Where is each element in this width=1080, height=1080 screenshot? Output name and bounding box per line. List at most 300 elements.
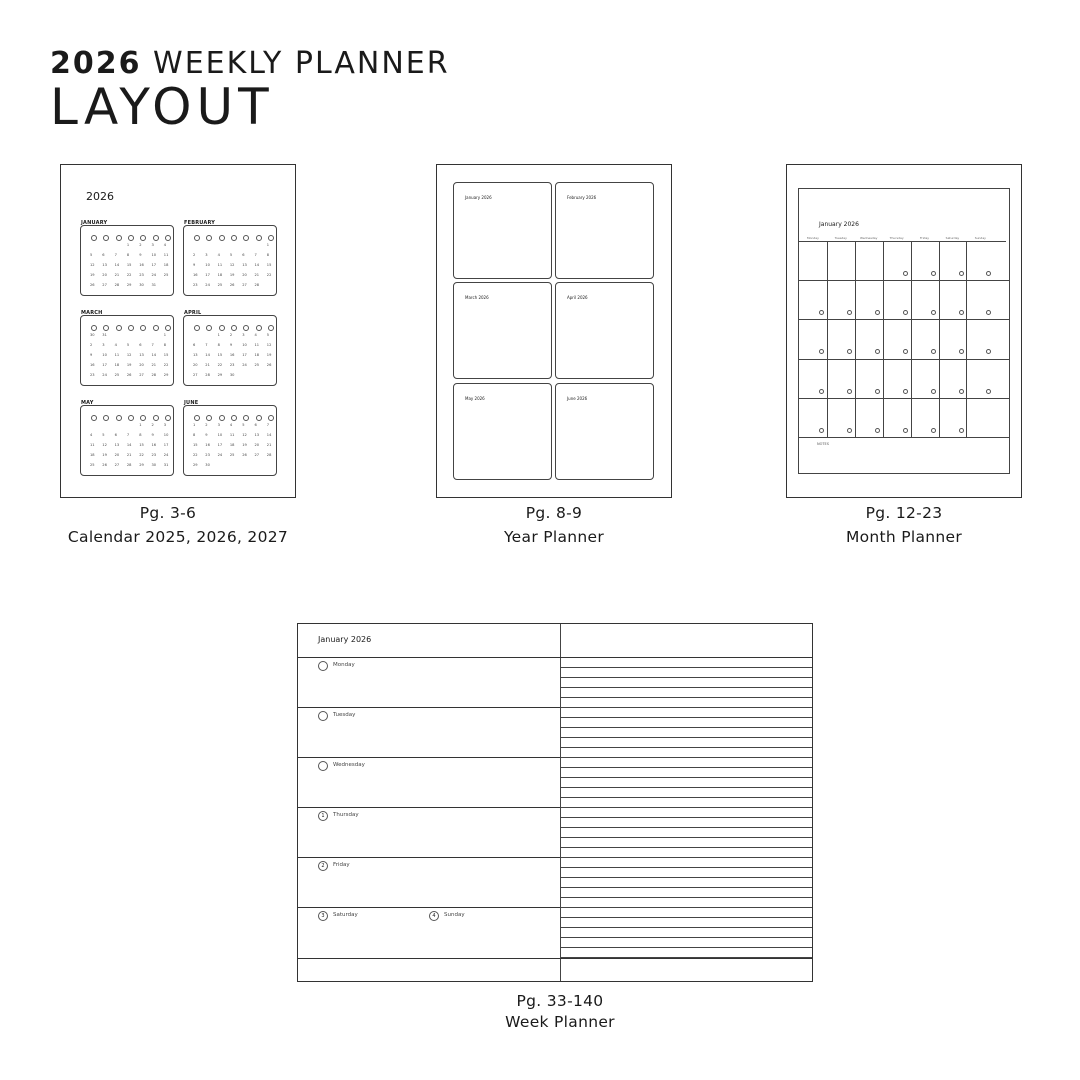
calendar-day-number: 22 (163, 363, 169, 367)
calendar-day-number: 15 (126, 263, 132, 267)
week-day-label: Thursday (333, 812, 359, 818)
month-day-circle (819, 349, 824, 354)
calendar-day-number: 27 (102, 283, 107, 287)
writing-line (560, 947, 812, 948)
calendar-day-number: 12 (126, 353, 132, 357)
week-planner-page-preview (297, 623, 813, 982)
calendar-day-number: 27 (242, 283, 247, 287)
calendar-day-number: 4 (217, 253, 220, 257)
weekday-header-icon (91, 235, 97, 241)
calendar-day-number: 30 (139, 283, 144, 287)
month-planner-weekday: Saturday (945, 236, 960, 240)
calendar-day-number: 23 (193, 283, 198, 287)
calendar-day-number: 3 (242, 333, 245, 337)
month-grid-line (799, 359, 1009, 360)
calendar-day-number: 10 (205, 263, 210, 267)
weekday-header-icon (256, 325, 262, 331)
month-planner-page-range: Pg. 12-23 (865, 504, 943, 522)
calendar-day-number: 21 (126, 453, 132, 457)
calendar-day-number: 11 (217, 263, 223, 267)
day-circle: 3 (318, 911, 328, 921)
weekday-header-icon (243, 325, 249, 331)
calendar-day-number: 1 (217, 333, 220, 337)
day-circle (318, 711, 328, 721)
page-heading-layout: LAYOUT (50, 78, 274, 136)
calendar-day-number: 25 (163, 273, 169, 277)
month-planner-weekday: Wednesday (860, 236, 878, 240)
calendar-day-number: 2 (151, 423, 154, 427)
calendar-day-number: 19 (242, 443, 247, 447)
calendar-day-number: 10 (163, 433, 169, 437)
calendar-day-number: 24 (242, 363, 247, 367)
writing-line (560, 817, 812, 818)
calendar-day-number: 28 (126, 463, 132, 467)
weekday-header-icon (91, 415, 97, 421)
writing-line (560, 907, 812, 908)
calendar-day-number: 16 (151, 443, 157, 447)
calendar-day-number: 30 (151, 463, 157, 467)
calendar-day-number: 6 (139, 343, 142, 347)
calendar-day-number: 1 (139, 423, 142, 427)
calendar-day-number: 18 (114, 363, 120, 367)
year-planner-month-box (555, 282, 654, 379)
year-planner-month-label: March 2026 (465, 295, 489, 300)
calendar-day-number: 28 (114, 283, 120, 287)
month-day-circle (847, 428, 852, 433)
calendar-day-number: 18 (163, 263, 169, 267)
week-day-label: Tuesday (333, 712, 356, 718)
month-day-circle (903, 271, 908, 276)
calendar-day-number: 3 (205, 253, 208, 257)
month-planner-weekday: Sunday (974, 236, 986, 240)
calendar-day-number: 1 (163, 333, 167, 337)
calendar-day-number: 20 (102, 273, 107, 277)
calendar-day-number: 2 (193, 253, 196, 257)
weekday-header-icon (128, 415, 134, 421)
calendar-day-number: 17 (242, 353, 247, 357)
week-day-label: Monday (333, 662, 355, 668)
writing-line (560, 957, 812, 958)
calendar-page-preview (60, 164, 296, 498)
month-grid-line (966, 241, 967, 437)
writing-line (560, 717, 812, 718)
calendar-month-name: FEBRUARY (184, 220, 216, 226)
month-day-circle (986, 310, 991, 315)
calendar-day-number: 5 (102, 433, 105, 437)
calendar-day-number: 26 (266, 363, 272, 367)
calendar-day-number: 6 (114, 433, 117, 437)
calendar-day-number: 8 (217, 343, 220, 347)
calendar-day-number: 14 (266, 433, 272, 437)
calendar-day-number: 25 (90, 463, 95, 467)
calendar-day-number: 16 (139, 263, 144, 267)
calendar-day-number: 6 (242, 253, 245, 257)
calendar-day-number: 15 (163, 353, 169, 357)
month-day-circle (847, 310, 852, 315)
weekday-header-icon (219, 415, 225, 421)
calendar-day-number: 17 (102, 363, 107, 367)
writing-line (560, 677, 812, 678)
month-day-circle (959, 310, 964, 315)
weekday-header-icon (153, 415, 159, 421)
calendar-day-number: 27 (114, 463, 120, 467)
calendar-day-number: 31 (163, 463, 169, 467)
weekday-header-icon (165, 325, 171, 331)
week-day-label: Saturday (333, 912, 358, 918)
year-planner-page-range: Pg. 8-9 (525, 504, 583, 522)
day-circle: 4 (429, 911, 439, 921)
calendar-day-number: 9 (193, 263, 196, 267)
writing-line (560, 747, 812, 748)
calendar-day-number: 3 (102, 343, 105, 347)
calendar-day-number: 16 (90, 363, 95, 367)
writing-line (560, 767, 812, 768)
calendar-month-grid (183, 315, 277, 386)
month-grid-line (799, 280, 1009, 281)
year-planner-month-box (555, 383, 654, 480)
weekday-header-icon (231, 235, 237, 241)
weekday-header-icon (140, 325, 146, 331)
year-planner-month-box (453, 182, 552, 279)
calendar-day-number: 5 (242, 423, 245, 427)
calendar-day-number: 4 (90, 433, 93, 437)
calendar-day-number: 11 (163, 253, 169, 257)
calendar-day-number: 4 (114, 343, 117, 347)
calendar-day-number: 11 (229, 433, 235, 437)
calendar-day-number: 12 (90, 263, 95, 267)
month-planner-title: January 2026 (819, 221, 859, 228)
month-day-circle (875, 389, 880, 394)
calendar-day-number: 25 (217, 283, 223, 287)
calendar-day-number: 17 (163, 443, 169, 447)
calendar-day-number: 1 (193, 423, 196, 427)
writing-line (560, 897, 812, 898)
calendar-year-label: 2026 (86, 190, 114, 203)
month-day-circle (903, 389, 908, 394)
calendar-day-number: 12 (102, 443, 107, 447)
month-planner-weekday: Thursday (889, 236, 904, 240)
calendar-day-number: 4 (163, 243, 167, 247)
calendar-day-number: 28 (266, 453, 272, 457)
calendar-day-number: 13 (193, 353, 198, 357)
calendar-month-grid (80, 315, 174, 386)
calendar-day-number: 9 (229, 343, 233, 347)
calendar-day-number: 13 (139, 353, 144, 357)
month-grid-line (827, 241, 828, 437)
calendar-day-number: 19 (229, 273, 235, 277)
calendar-day-number: 22 (266, 273, 272, 277)
calendar-day-number: 28 (205, 373, 210, 377)
calendar-day-number: 3 (151, 243, 154, 247)
calendar-day-number: 14 (114, 263, 120, 267)
month-day-circle (819, 428, 824, 433)
calendar-day-number: 14 (126, 443, 132, 447)
month-planner-page-preview (786, 164, 1022, 498)
calendar-day-number: 10 (102, 353, 107, 357)
calendar-day-number: 8 (266, 253, 270, 257)
day-circle: 1 (318, 811, 328, 821)
week-day-label: Sunday (444, 912, 465, 918)
month-planner-weekday: Monday (807, 236, 819, 240)
title-subtitle: WEEKLY PLANNER (153, 46, 450, 81)
year-planner-month-box (555, 182, 654, 279)
year-planner-month-label: June 2026 (567, 396, 588, 401)
calendar-day-number: 25 (229, 453, 235, 457)
calendar-day-number: 23 (151, 453, 157, 457)
calendar-day-number: 16 (229, 353, 235, 357)
month-grid-line (799, 241, 1006, 242)
year-planner-page-name: Year Planner (503, 528, 605, 546)
calendar-day-number: 7 (126, 433, 130, 437)
calendar-day-number: 24 (217, 453, 223, 457)
calendar-day-number: 16 (205, 443, 210, 447)
calendar-day-number: 18 (229, 443, 235, 447)
week-day-label: Friday (333, 862, 350, 868)
calendar-day-number: 31 (102, 333, 107, 337)
month-day-circle (931, 310, 936, 315)
calendar-day-number: 4 (254, 333, 257, 337)
calendar-day-number: 22 (193, 453, 198, 457)
weekday-header-icon (194, 415, 200, 421)
calendar-day-number: 5 (229, 253, 233, 257)
calendar-day-number: 22 (217, 363, 223, 367)
weekday-header-icon (103, 415, 109, 421)
month-notes-label: NOTES (817, 442, 829, 446)
calendar-day-number: 1 (266, 243, 270, 247)
calendar-day-number: 24 (163, 453, 169, 457)
writing-line (560, 937, 812, 938)
calendar-day-number: 14 (151, 353, 157, 357)
writing-line (560, 837, 812, 838)
calendar-day-number: 29 (139, 463, 144, 467)
calendar-day-number: 7 (254, 253, 257, 257)
day-circle (318, 661, 328, 671)
month-grid-line (911, 241, 912, 437)
month-grid-line (799, 319, 1009, 320)
month-day-circle (931, 389, 936, 394)
calendar-day-number: 22 (126, 273, 132, 277)
calendar-day-number: 8 (163, 343, 167, 347)
day-circle: 2 (318, 861, 328, 871)
month-day-circle (959, 428, 964, 433)
weekday-header-icon (103, 325, 109, 331)
month-grid-line (939, 241, 940, 437)
month-day-circle (986, 349, 991, 354)
month-day-circle (903, 310, 908, 315)
calendar-day-number: 11 (90, 443, 95, 447)
calendar-day-number: 15 (193, 443, 198, 447)
weekday-header-icon (219, 235, 225, 241)
calendar-day-number: 29 (193, 463, 198, 467)
calendar-day-number: 21 (151, 363, 157, 367)
calendar-day-number: 11 (254, 343, 260, 347)
writing-line (560, 917, 812, 918)
month-grid-line (883, 241, 884, 437)
month-day-circle (847, 349, 852, 354)
calendar-day-number: 23 (205, 453, 210, 457)
calendar-day-number: 5 (266, 333, 270, 337)
calendar-day-number: 29 (217, 373, 223, 377)
calendar-day-number: 18 (90, 453, 95, 457)
calendar-day-number: 15 (139, 443, 144, 447)
writing-line (560, 867, 812, 868)
month-day-circle (875, 428, 880, 433)
year-planner-page-preview (436, 164, 672, 498)
writing-line (560, 787, 812, 788)
calendar-day-number: 23 (139, 273, 144, 277)
calendar-day-number: 30 (90, 333, 95, 337)
month-day-circle (959, 349, 964, 354)
calendar-month-name: APRIL (184, 310, 202, 316)
writing-line (560, 857, 812, 858)
weekday-header-icon (165, 235, 171, 241)
weekday-header-icon (268, 325, 274, 331)
calendar-day-number: 2 (90, 343, 93, 347)
calendar-page-range: Pg. 3-6 (139, 504, 197, 522)
weekday-header-icon (206, 235, 212, 241)
year-planner-month-label: January 2026 (465, 195, 492, 200)
weekday-header-icon (243, 235, 249, 241)
month-day-circle (819, 310, 824, 315)
year-planner-month-box (453, 383, 552, 480)
calendar-day-number: 27 (193, 373, 198, 377)
weekday-header-icon (268, 415, 274, 421)
calendar-day-number: 2 (229, 333, 233, 337)
calendar-day-number: 17 (151, 263, 157, 267)
month-day-circle (931, 428, 936, 433)
calendar-day-number: 20 (114, 453, 120, 457)
calendar-day-number: 28 (254, 283, 260, 287)
month-day-circle (931, 271, 936, 276)
month-day-circle (903, 428, 908, 433)
calendar-month-grid (183, 225, 277, 296)
calendar-day-number: 31 (151, 283, 157, 287)
calendar-day-number: 9 (139, 253, 142, 257)
calendar-day-number: 27 (254, 453, 260, 457)
calendar-day-number: 20 (254, 443, 260, 447)
writing-line (560, 797, 812, 798)
calendar-day-number: 21 (114, 273, 120, 277)
month-day-circle (986, 271, 991, 276)
calendar-day-number: 15 (266, 263, 272, 267)
calendar-day-number: 3 (217, 423, 220, 427)
calendar-day-number: 20 (242, 273, 247, 277)
calendar-page-name: Calendar 2025, 2026, 2027 (67, 528, 289, 546)
calendar-day-number: 5 (90, 253, 93, 257)
weekday-header-icon (116, 325, 122, 331)
writing-line (560, 827, 812, 828)
week-planner-title: January 2026 (318, 635, 372, 644)
calendar-day-number: 13 (114, 443, 120, 447)
month-planner-weekday: Tuesday (834, 236, 847, 240)
week-day-label: Wednesday (333, 762, 365, 768)
weekday-header-icon (231, 415, 237, 421)
weekday-header-icon (153, 325, 159, 331)
calendar-month-grid (80, 405, 174, 476)
weekday-header-icon (194, 325, 200, 331)
calendar-day-number: 19 (126, 363, 132, 367)
calendar-day-number: 9 (205, 433, 208, 437)
calendar-month-name: JANUARY (81, 220, 108, 226)
calendar-day-number: 23 (90, 373, 95, 377)
writing-line (560, 927, 812, 928)
weekday-header-icon (103, 235, 109, 241)
calendar-day-number: 3 (163, 423, 167, 427)
calendar-day-number: 15 (217, 353, 223, 357)
month-day-circle (875, 349, 880, 354)
year-planner-month-label: May 2026 (465, 396, 485, 401)
month-planner-frame (798, 188, 1010, 474)
calendar-day-number: 5 (126, 343, 130, 347)
weekday-header-icon (140, 415, 146, 421)
calendar-day-number: 9 (151, 433, 154, 437)
month-grid-line (799, 437, 1009, 438)
calendar-day-number: 20 (139, 363, 144, 367)
calendar-day-number: 14 (254, 263, 260, 267)
calendar-day-number: 30 (229, 373, 235, 377)
writing-line (560, 697, 812, 698)
weekday-header-icon (128, 235, 134, 241)
calendar-day-number: 8 (193, 433, 196, 437)
writing-line (560, 777, 812, 778)
weekday-header-icon (91, 325, 97, 331)
calendar-day-number: 8 (139, 433, 142, 437)
calendar-day-number: 16 (193, 273, 198, 277)
weekday-header-icon (268, 235, 274, 241)
calendar-day-number: 20 (193, 363, 198, 367)
weekday-header-icon (116, 235, 122, 241)
calendar-day-number: 18 (217, 273, 223, 277)
calendar-day-number: 9 (90, 353, 93, 357)
weekday-header-icon (256, 235, 262, 241)
month-day-circle (959, 389, 964, 394)
calendar-day-number: 26 (90, 283, 95, 287)
writing-line (560, 737, 812, 738)
title-year: 2026 (50, 46, 142, 81)
calendar-day-number: 12 (266, 343, 272, 347)
month-day-circle (931, 349, 936, 354)
weekday-header-icon (194, 235, 200, 241)
calendar-day-number: 29 (126, 283, 132, 287)
calendar-day-number: 8 (126, 253, 130, 257)
year-planner-month-box (453, 282, 552, 379)
month-day-circle (819, 389, 824, 394)
calendar-day-number: 6 (254, 423, 257, 427)
calendar-day-number: 19 (266, 353, 272, 357)
calendar-day-number: 26 (242, 453, 247, 457)
calendar-day-number: 19 (90, 273, 95, 277)
calendar-month-grid (80, 225, 174, 296)
day-circle (318, 761, 328, 771)
calendar-month-name: MARCH (81, 310, 103, 316)
week-planner-page-range: Pg. 33-140 (516, 992, 604, 1010)
calendar-day-number: 17 (205, 273, 210, 277)
week-planner-page-name: Week Planner (505, 1013, 615, 1031)
page-title (50, 46, 450, 81)
calendar-day-number: 7 (205, 343, 208, 347)
weekday-header-icon (140, 235, 146, 241)
writing-line (560, 727, 812, 728)
calendar-month-name: MAY (81, 400, 94, 406)
year-planner-month-label: February 2026 (567, 195, 597, 200)
writing-line (560, 757, 812, 758)
calendar-day-number: 6 (193, 343, 196, 347)
month-day-circle (847, 389, 852, 394)
calendar-day-number: 23 (229, 363, 235, 367)
calendar-day-number: 18 (254, 353, 260, 357)
calendar-day-number: 24 (205, 283, 210, 287)
weekday-header-icon (116, 415, 122, 421)
